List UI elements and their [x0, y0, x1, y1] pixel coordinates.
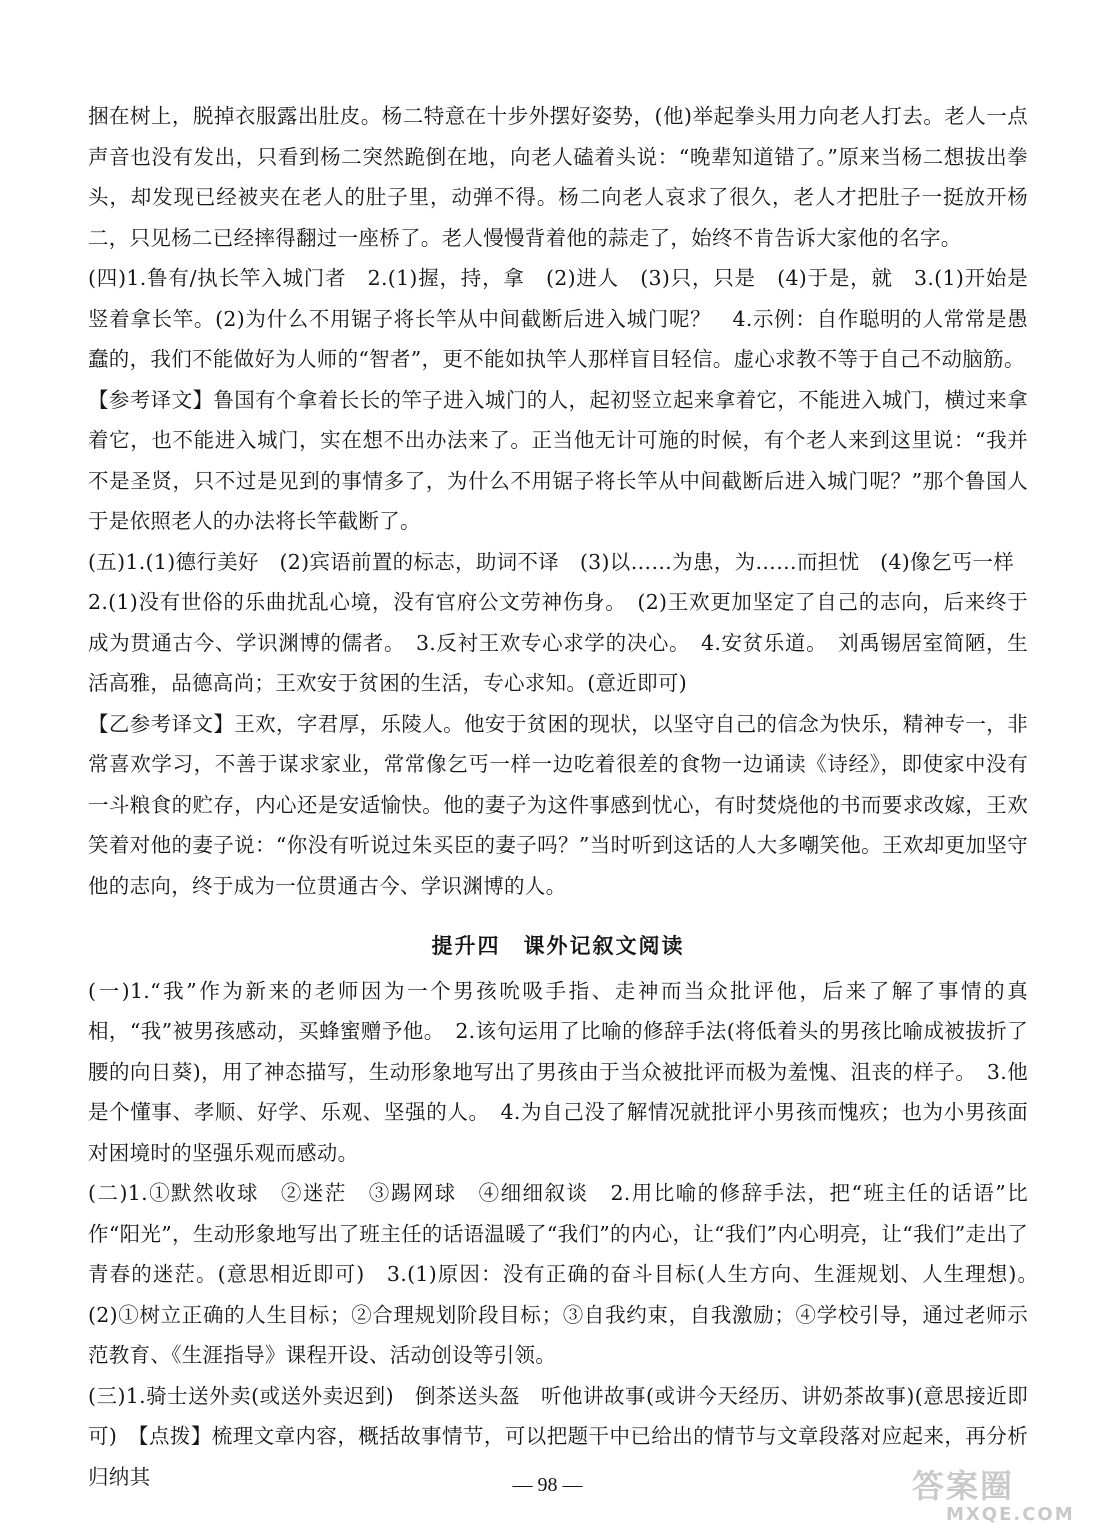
paragraph-narrative-answer-1: (一)1.“我”作为新来的老师因为一个男孩吮吸手指、走神而当众批评他，后来了解了事情的真相，“我”被男孩感动，买蜂蜜赠予他。 2.该句运用了比喻的修辞手法(将低着头的男孩比喻成被拔折了腰的向日葵)，用了神态描写，生动形象地写出了男孩由于当众被批评而极为羞愧、沮丧的样子。 3.他是个懂事、孝顺、好学、乐观、坚强的人。 4.为自己没了解情况就批评小男孩而愧疚；也为小男孩面对困境时的坚强乐观而感动。	[88, 978, 1028, 1165]
paragraph-narrative-answer-2: (二)1.①默然收球 ②迷茫 ③踢网球 ④细细叙谈 2.用比喻的修辞手法，把“班主任的话语”比作“阳光”，生动形象地写出了班主任的话语温暖了“我们”的内心，让“我们”内心明亮，让“我们”走出了青春的迷茫。(意思相近即可) 3.(1)原因：没有正确的奋斗目标(人生方向、生涯规划、人生理想)。 (2)①树立正确的人生目标；②合理规划阶段目标；③自我约束，自我激励；④学校引导，通过老师示范教育、《生涯指导》课程开设、活动创设等引领。	[88, 1181, 1049, 1367]
watermark-logo-text: 答案圈	[912, 1467, 1015, 1505]
paragraph-answer-4: (四)1.鲁有/执长竿入城门者 2.(1)握，持，拿 (2)进人 (3)只，只是 (4)于是，就 3.(1)开始是竖着拿长竿。(2)为什么不用锯子将长竿从中间截断后进入城门呢？ 4.示例：自作聪明的人常常是愚蠢的，我们不能做好为人师的“智者”，更不能如执竿人那样盲目轻信。虚心求教不等于自己不动脑筋。	[88, 266, 1028, 371]
site-watermark	[912, 1468, 1082, 1530]
paragraph-story-ending: 捆在树上，脱掉衣服露出肚皮。杨二特意在十步外摆好姿势，(他)举起拳头用力向老人打去。老人一点声音也没有发出，只看到杨二突然跪倒在地，向老人磕着头说：“晚辈知道错了。”原来当杨二想拔出拳头，却发现已经被夹在老人的肚子里，动弹不得。杨二向老人哀求了很久，老人才把肚子一挺放开杨二，只见杨二已经摔得翻过一座桥了。老人慢慢背着他的蒜走了，始终不肯告诉大家他的名字。	[88, 104, 1028, 250]
paragraph-answer-5-part2: 2.(1)没有世俗的乐曲扰乱心境，没有官府公文劳神伤身。 (2)王欢更加坚定了自己的志向，后来终于成为贯通古今、学识渊博的儒者。 3.反衬王欢专心求学的决心。 4.安贫乐道。 刘禹锡居室简陋，生活高雅，品德高尚；王欢安于贫困的生活，专心求知。(意近即可)	[88, 590, 1028, 695]
page-number: — 98 —	[512, 1474, 583, 1496]
watermark-domain-text: MXQE.COM	[946, 1504, 1075, 1525]
section-heading: 提升四 课外记叙文阅读	[431, 934, 685, 958]
paragraph-answer-5-part1: (五)1.(1)德行美好 (2)宾语前置的标志，助词不译 (3)以……为患，为……而担忧 (4)像乞丐一样	[88, 549, 1015, 574]
document-body	[88, 96, 1049, 1497]
paragraph-narrative-answer-3: (三)1.骑士送外卖(或送外卖迟到) 倒茶送头盔 听他讲故事(或讲今天经历、讲奶茶故事)(意思接近即可) 【点拨】梳理文章内容，概括故事情节，可以把题干中已给出的情节与文章段落对应起来，再分析归纳其	[88, 1383, 1028, 1489]
paragraph-translation-4: 【参考译文】鲁国有个拿着长长的竿子进入城门的人，起初竖立起来拿着它，不能进入城门，横过来拿着它，也不能进入城门，实在想不出办法来了。正当他无计可施的时候，有个老人来到这里说：“我并不是圣贤，只不过是见到的事情多了，为什么不用锯子将长竿从中间截断后进入城门呢？”那个鲁国人于是依照老人的办法将长竿截断了。	[88, 387, 1028, 533]
paragraph-translation-5: 【乙参考译文】王欢，字君厚，乐陵人。他安于贫困的现状，以坚守自己的信念为快乐，精神专一，非常喜欢学习，不善于谋求家业，常常像乞丐一样一边吃着很差的食物一边诵读《诗经》，即使家中没有一斗粮食的贮存，内心还是安适愉快。他的妻子为这件事感到忧心，有时焚烧他的书而要求改嫁，王欢笑着对他的妻子说：“你没有听说过朱买臣的妻子吗？”当时听到这话的人大多嘲笑他。王欢却更加坚守他的志向，终于成为一位贯通古今、学识渊博的人。	[88, 711, 1028, 898]
